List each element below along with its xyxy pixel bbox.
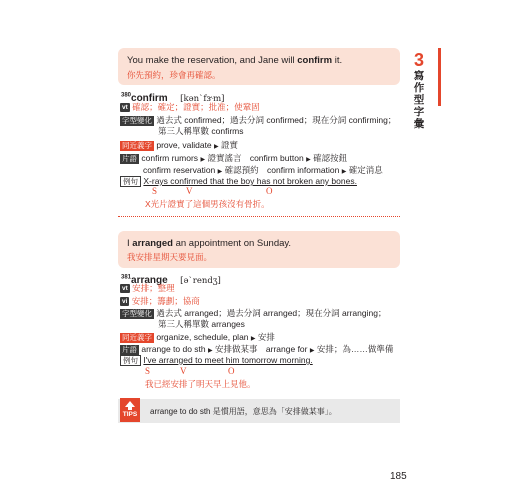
forms-label: 字型變化	[122, 115, 152, 125]
forms-line-2: 第三人稱單數 confirms	[158, 126, 244, 136]
chapter-tab-bar	[438, 48, 441, 106]
arrow-icon: ▶	[200, 157, 206, 163]
sentence-chinese: 你先預約，珍會再確認。	[127, 70, 221, 80]
keyword-bold: confirm	[297, 55, 333, 66]
svo-object: O	[228, 366, 235, 376]
chapter-number: 3	[413, 50, 424, 70]
phrase-en: confirm information	[267, 165, 340, 175]
synonyms: prove, validate	[156, 140, 212, 150]
section-divider	[118, 216, 400, 217]
phrase-zh: 確定消息	[348, 165, 383, 175]
svo-verb: V	[186, 186, 193, 196]
example-english: X-rays confirmed that the boy has not broken any bones.	[143, 176, 357, 186]
synonyms-label: 同近義字	[122, 332, 152, 342]
synonyms-zh: 證實	[221, 140, 239, 150]
pos-tag: vi	[122, 298, 128, 306]
arrow-icon: ▶	[306, 157, 311, 163]
sentence-chinese: 我安排星期天要見面。	[127, 252, 213, 262]
phrase-en: confirm rumors	[141, 153, 199, 163]
phrases-row	[120, 343, 393, 355]
pos-tag: vt	[122, 104, 128, 112]
headword: $^{380}$confirm	[121, 92, 168, 104]
headword: $^{381}$arrange	[121, 274, 168, 286]
example-label: 例句	[120, 355, 141, 366]
phrases-row	[120, 152, 347, 164]
phrase-en: arrange for	[265, 344, 308, 354]
phrase-en: confirm button	[249, 153, 304, 163]
arrow-icon: ▶	[309, 348, 315, 354]
arrow-icon: ▶	[217, 169, 223, 175]
svo-subject: S	[152, 186, 158, 196]
synonyms-row	[120, 331, 275, 343]
phrase-zh: 確認按鈕	[313, 153, 348, 163]
tips-text: arrange to do sth 是慣用語，意思為「安排做某事」。	[150, 407, 337, 416]
forms-line-2: 第三人稱單數 arranges	[158, 319, 245, 329]
phrases-label: 片語	[122, 344, 137, 354]
page-number: 185	[390, 471, 407, 482]
phrase-zh: 安排做某事	[215, 344, 258, 354]
phrase-zh: 安排；為……做準備	[316, 344, 394, 354]
example-row	[120, 355, 313, 366]
example-label: 例句	[120, 176, 141, 187]
chapter-title: 寫作型字彙	[413, 70, 425, 130]
synonyms: organize, schedule, plan	[156, 332, 249, 342]
tips-label: TIPS	[122, 411, 138, 418]
phrase-zh: 證實謠言	[207, 153, 242, 163]
example-chinese: X光片證實了這個男孩沒有骨折。	[145, 199, 270, 209]
meaning-row	[120, 101, 260, 113]
phonetic: [kən`fɝm]	[180, 94, 225, 104]
arrow-icon: ▶	[214, 144, 219, 150]
meaning-row	[120, 295, 200, 307]
tips-icon	[120, 398, 140, 422]
tips-arrow-icon	[120, 398, 140, 422]
phrase-en: confirm reservation	[143, 165, 216, 175]
meaning: 安排；整理	[132, 283, 175, 293]
pos-tag: vt	[122, 285, 128, 293]
synonyms-zh: 安排	[257, 332, 275, 342]
svo-object: O	[266, 186, 273, 196]
synonyms-label: 同近義字	[122, 140, 152, 150]
phrase-en: arrange to do sth	[141, 344, 206, 354]
sentence-english: You make the reservation, and Jane will confirm it.	[127, 55, 343, 66]
svo-subject: S	[145, 366, 151, 376]
arrow-icon: ▶	[250, 336, 256, 342]
example-chinese: 我已經安排了明天早上見他。	[145, 379, 256, 389]
sentence-english: I arranged an appointment on Sunday.	[127, 238, 292, 249]
meaning: 安排；籌劃；協商	[131, 296, 200, 306]
synonyms-row	[120, 139, 238, 151]
keyword-bold: arranged	[132, 238, 173, 249]
phrases-row-2	[143, 164, 383, 176]
meaning: 確認；確定；證實；批准；使鞏固	[132, 102, 260, 112]
example-english: I've arranged to meet him tomorrow morning.	[143, 355, 313, 365]
svo-verb: V	[180, 366, 187, 376]
forms-line-1: 過去式 confirmed；過去分詞 confirmed；現在分詞 confirming；	[156, 115, 397, 125]
phonetic: [ə`rendʒ]	[180, 276, 221, 286]
arrow-icon: ▶	[341, 169, 347, 175]
arrow-icon: ▶	[208, 348, 213, 354]
forms-label: 字型變化	[122, 308, 152, 318]
forms-line-1: 過去式 arranged；過去分詞 arranged；現在分詞 arranging；	[156, 308, 387, 318]
phrase-zh: 確認預約	[224, 165, 259, 175]
meaning-row	[120, 282, 175, 294]
phrases-label: 片語	[122, 153, 137, 163]
